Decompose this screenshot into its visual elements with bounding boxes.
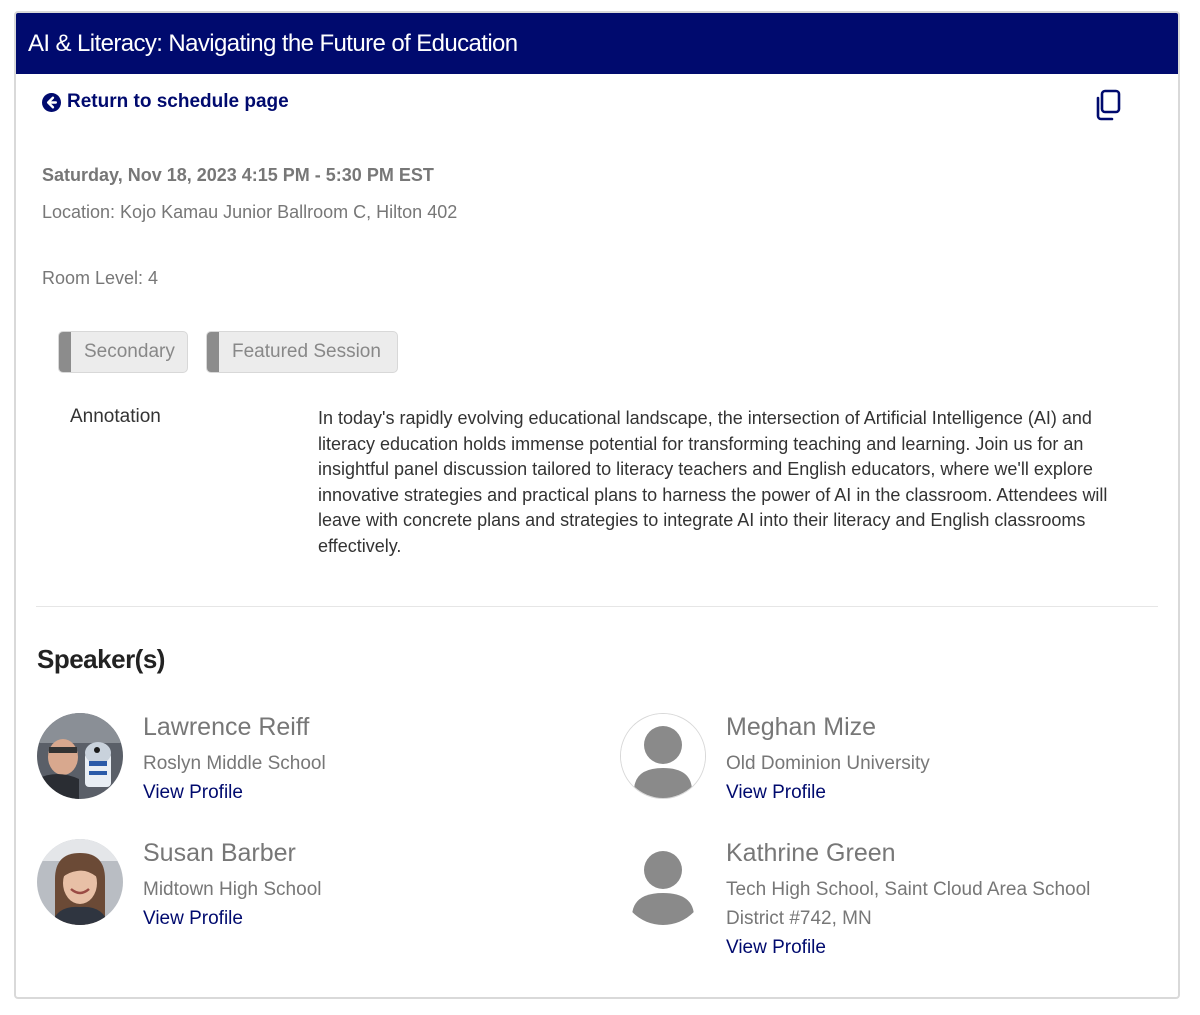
speaker-organization: Tech High School, Saint Cloud Area School District #742, MN: [726, 879, 1091, 929]
speaker-card-susan-barber: [37, 839, 537, 939]
person-placeholder-icon[interactable]: [620, 839, 706, 925]
speaker-name: Lawrence Reiff: [143, 713, 310, 741]
session-location: Location: Kojo Kamau Junior Ballroom C, Hilton 402: [42, 202, 458, 222]
return-link-label: Return to schedule page: [67, 91, 289, 112]
speaker-name: Meghan Mize: [726, 713, 877, 741]
view-profile-link[interactable]: View Profile: [726, 782, 826, 803]
tag-color-bar: [59, 332, 71, 372]
speaker-card-meghan-mize: [620, 713, 1160, 813]
view-profile-link[interactable]: View Profile: [143, 908, 243, 929]
tag-secondary: [58, 331, 188, 373]
speaker-organization: Old Dominion University: [726, 753, 930, 774]
speaker-organization: Roslyn Middle School: [143, 753, 326, 774]
session-datetime: Saturday, Nov 18, 2023 4:15 PM - 5:30 PM EST: [42, 165, 434, 185]
session-header: [16, 13, 1178, 74]
arrow-circle-left-icon: [42, 93, 61, 112]
return-to-schedule-link[interactable]: [42, 91, 289, 113]
annotation-label: Annotation: [70, 406, 161, 427]
speaker-avatar-photo[interactable]: [37, 839, 123, 925]
section-divider: [36, 606, 1158, 607]
tag-label: Secondary: [84, 341, 175, 362]
view-profile-link[interactable]: View Profile: [143, 782, 243, 803]
person-placeholder-icon[interactable]: [620, 713, 706, 799]
speaker-card-lawrence-reiff: [37, 713, 537, 813]
speaker-name: Susan Barber: [143, 839, 296, 867]
annotation-text: In today's rapidly evolving educational landscape, the intersection of Artificial Intelligence (AI) and literacy education holds immense potential for transforming teaching and learning. Join us for an insightful panel discussion tailored to literacy teachers and English educators, where we'll explore innovative strategies and practical plans to harness the power of AI in the classroom. Attendees will leave with concrete plans and strategies to integrate AI into their literacy and English classrooms effectively.: [318, 408, 1108, 556]
session-title: AI & Literacy: Navigating the Future of Education: [28, 29, 518, 57]
view-profile-link[interactable]: View Profile: [726, 937, 826, 958]
tag-label: Featured Session: [232, 341, 381, 362]
speakers-heading: Speaker(s): [37, 644, 165, 674]
speaker-card-kathrine-green: [620, 839, 1160, 969]
tag-featured-session: [206, 331, 398, 373]
speaker-organization: Midtown High School: [143, 879, 322, 900]
tag-color-bar: [207, 332, 219, 372]
session-room-level: Room Level: 4: [42, 268, 159, 288]
speaker-name: Kathrine Green: [726, 839, 896, 867]
speaker-avatar-photo[interactable]: [37, 713, 123, 799]
copy-icon[interactable]: [1094, 89, 1124, 121]
